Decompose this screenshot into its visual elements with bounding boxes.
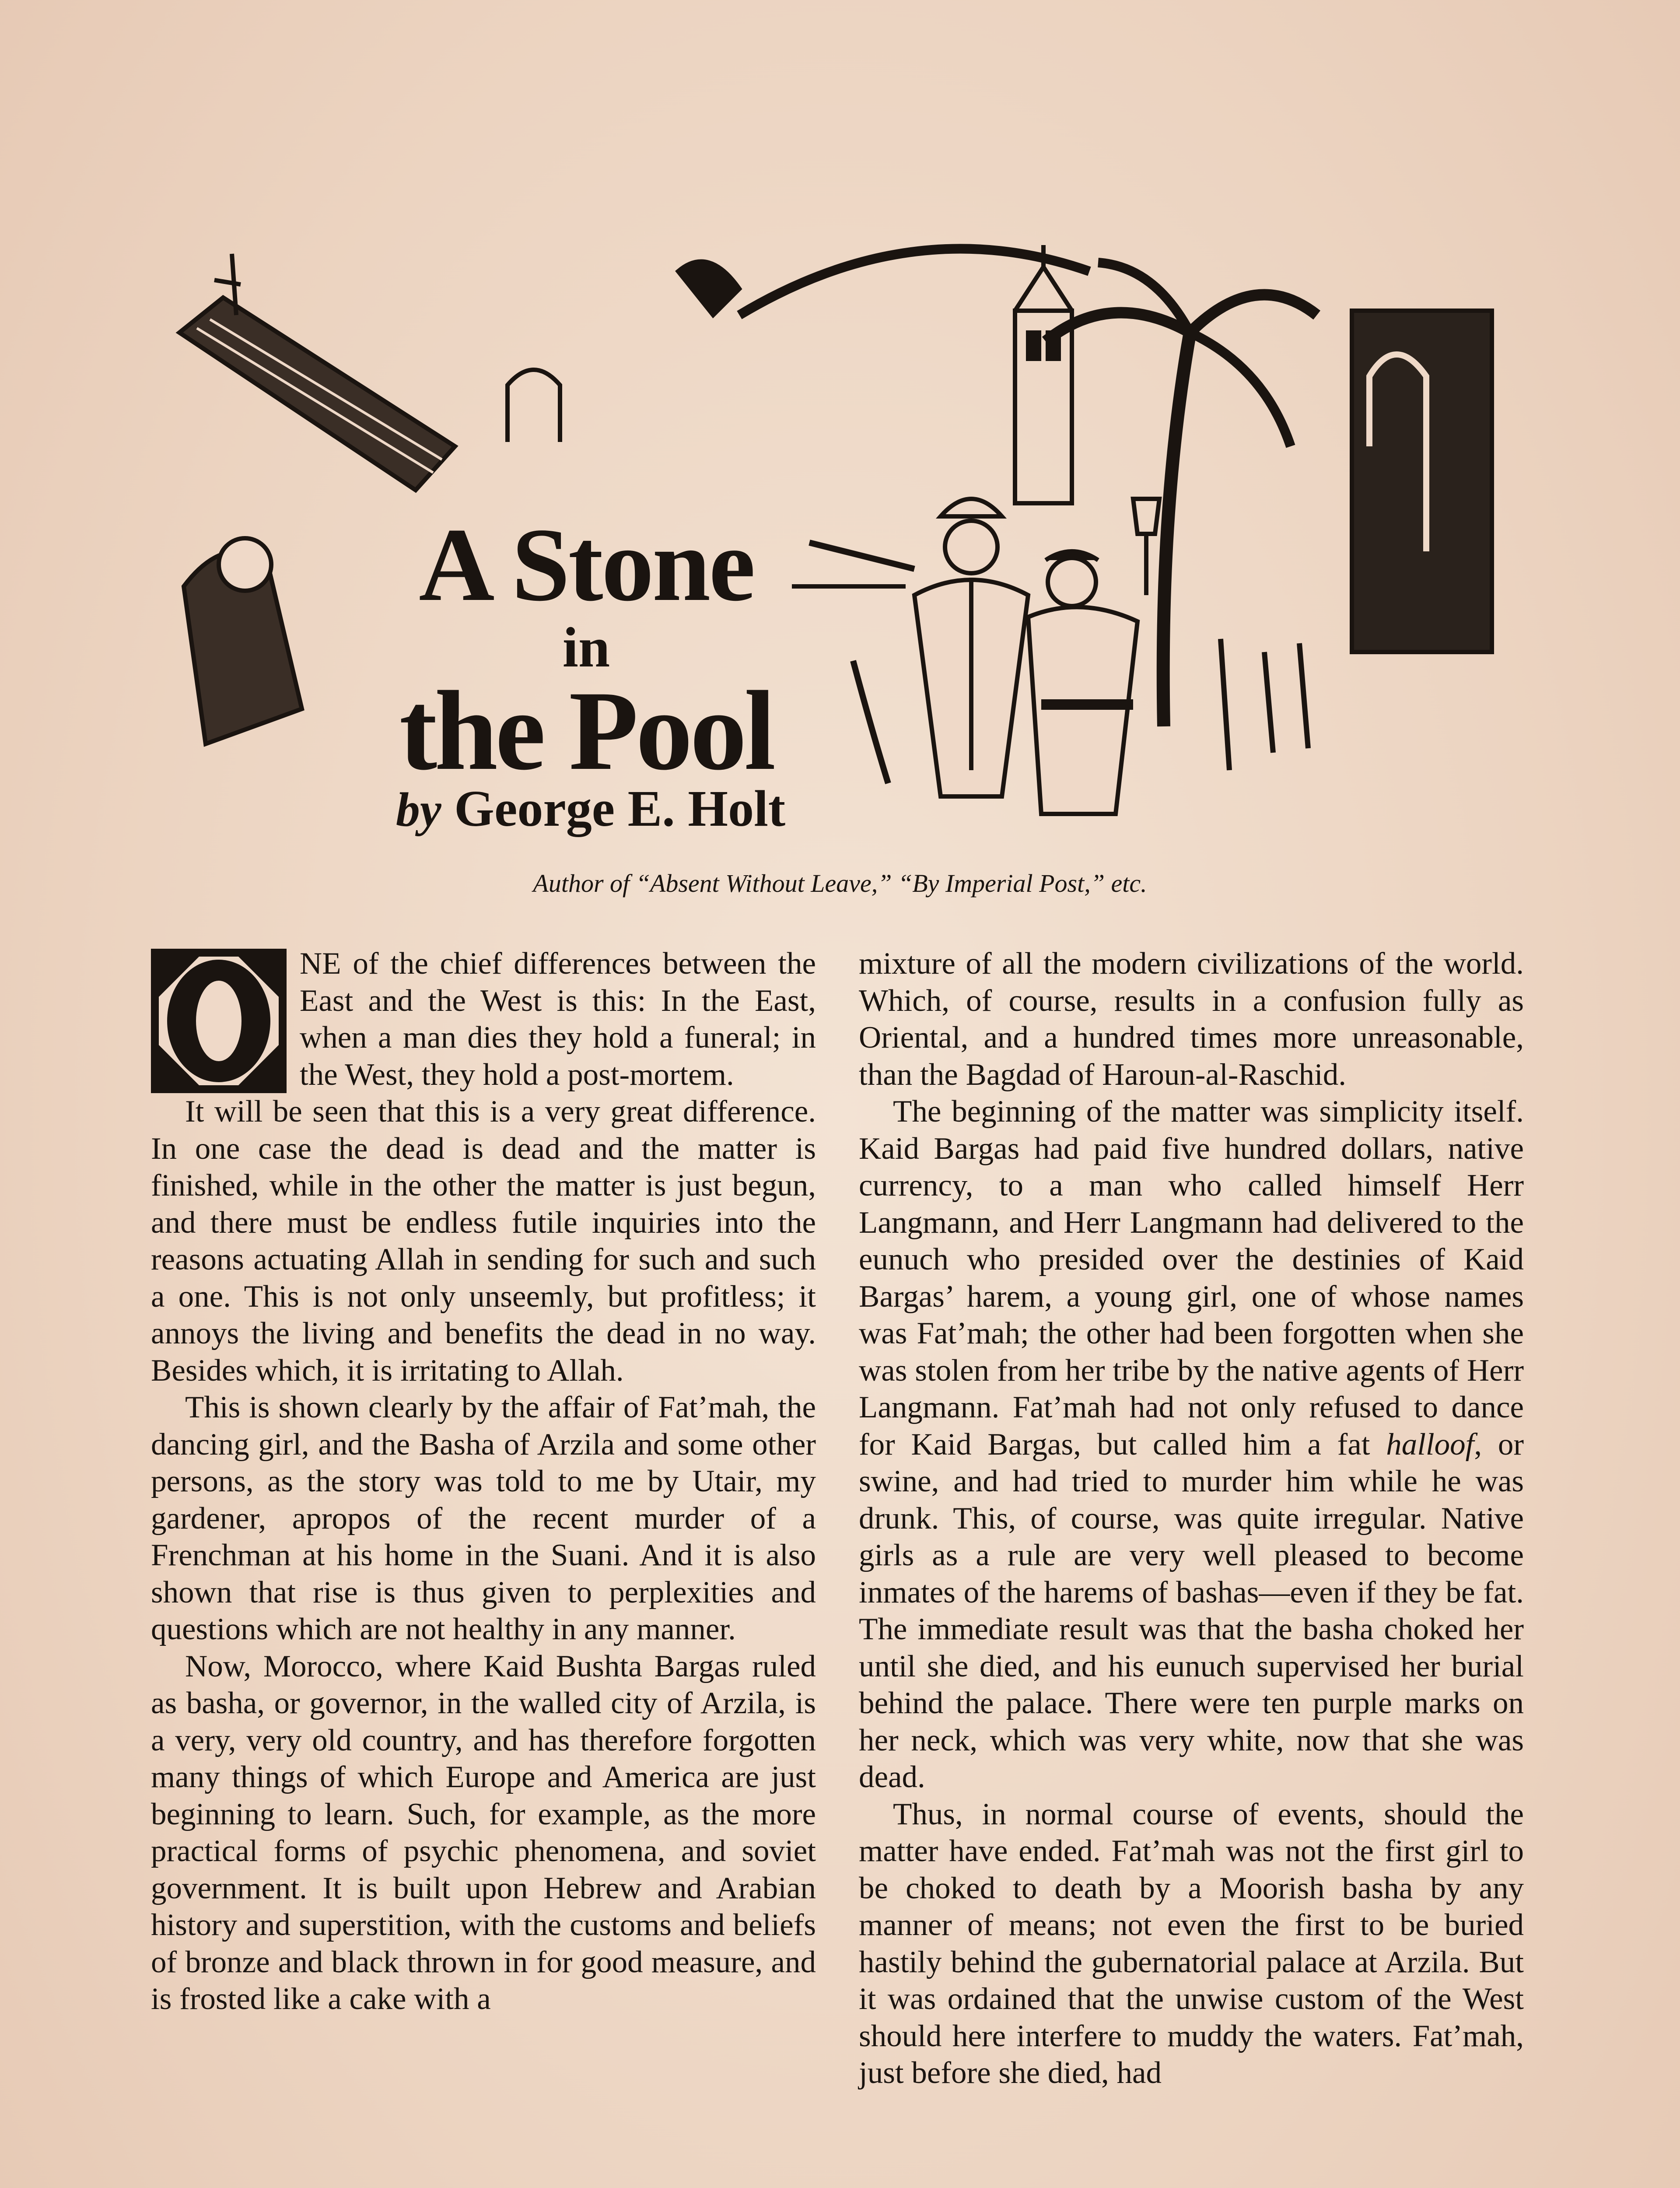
drop-cap	[151, 949, 287, 1093]
paragraph: Now, Morocco, where Kaid Bushta Bargas ruled as basha, or governor, in the walled city of Arzila, is a very, very old country, and has therefore forgotten many things of which Europe and America are just beginning to learn. Such, for example, as the more practical forms of psychic phenomena, and soviet government. It is built upon Hebrew and Arabian history and superstition, with the customs and beliefs of bronze and black thrown in for good measure, and is frosted like a cake with a	[151, 1649, 816, 2016]
street-scene-illustration	[171, 201, 1509, 845]
paragraph: mixture of all the modern civilizations of the world. Which, of course, results in a confusion fully as Oriental, and a hundred times more unreasonable, than the Bagdad of Haroun-al-Raschid.	[859, 947, 1524, 1092]
paragraph-text: , or swine, and had tried to murder him while he was drunk. This, of course, was quite irregular. Native girls as a rule are very well pleased to become inmates of the harems of bashas—even if they be fat. The immediate result was that the basha choked her until she died, and his eunuch supervised her burial behind the palace. There were ten purple marks on her neck, which was very white, now that she was dead.	[859, 1427, 1524, 1794]
paragraph: It will be seen that this is a very great difference. In one case the dead is dead and the matter is finished, while in the other the matter is just begun, and there must be endless futile inquiries into the reasons actuating Allah in sending for such and such a one. This is not only unseemly, but profitless; it annoys the living and benefits the dead in no way. Besides which, it is irritating to Allah.	[151, 1094, 816, 1388]
text-column-left	[151, 945, 816, 2018]
paragraph: Thus, in normal course of events, should the matter have ended. Fat’mah was not the first girl to be choked to death by a Moorish basha by any manner of means; not even the first to be buried hastily behind the gubernatorial palace at Arzila. But it was ordained that the unwise custom of the West should here interfere to muddy the waters. Fat’mah, just before she died, had	[859, 1797, 1524, 2090]
italic-word: halloof	[1386, 1427, 1474, 1462]
paragraph-text: NE of the chief differences between the East and the West is this: In the East, when a man dies they hold a funeral; in the West, they hold a post-mortem.	[300, 947, 816, 1092]
article-title	[376, 506, 796, 794]
author-name: George E. Holt	[454, 780, 786, 837]
paragraph-text: The beginning of the matter was simplicity itself. Kaid Bargas had paid five hundred dollars, native currency, to a man who called himself Herr Langmann, and Herr Langmann had delivered to the eunuch who presided over the destinies of Kaid Bargas’ harem, a young girl, one of whose names was Fat’mah; the other had been forgotten when she was stolen from her tribe by the native agents of Herr Langmann. Fat’mah had not only refused to dance for Kaid Bargas, but called him a fat	[859, 1094, 1524, 1462]
header-illustration	[171, 201, 1509, 845]
author-credit: Author of “Absent Without Leave,” “By Imperial Post,” etc.	[533, 869, 1147, 898]
byline	[381, 779, 801, 838]
paragraph: This is shown clearly by the affair of Fat’mah, the dancing girl, and the Basha of Arzila and some other persons, as the story was told to me by Utair, my gardener, apropos of the recent murder of a Frenchman at his home in the Suani. And it is also shown that rise is thus given to perplexities and questions which are not healthy in any manner.	[151, 1390, 816, 1646]
paragraph	[859, 1093, 1524, 1796]
title-line-1: A Stone	[419, 506, 754, 623]
title-line-3: the Pool	[399, 668, 774, 794]
text-column-right	[859, 945, 1524, 2092]
byline-prefix: by	[396, 783, 441, 836]
paragraph	[151, 945, 816, 1093]
title-line-2: in	[562, 616, 610, 679]
